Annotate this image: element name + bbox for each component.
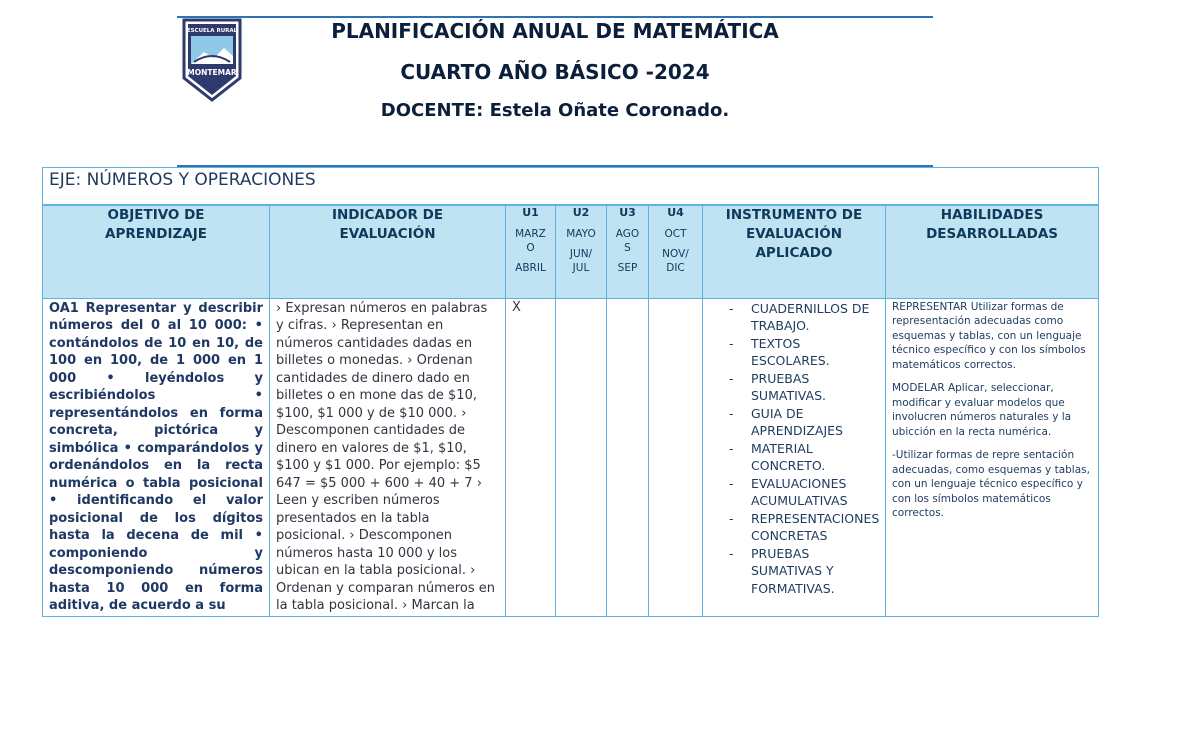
u2-label: U2 [572, 206, 590, 219]
header-objetivo-line1: OBJETIVO DE [107, 207, 205, 223]
axis-title: EJE: NÚMEROS Y OPERACIONES [49, 170, 316, 190]
u4-month-a: OCT [664, 228, 687, 240]
u4-label: U4 [667, 206, 684, 219]
header-instrumento-line3: APLICADO [755, 245, 833, 261]
logo-bottom-text: MONTEMAR [187, 68, 237, 77]
header-indicador [270, 205, 506, 298]
u2-month-b1: JUN/ [569, 248, 593, 260]
list-item: - REPRESENTACIONES CONCRETAS [709, 510, 879, 545]
list-item: - MATERIAL CONCRETO. [709, 440, 879, 475]
u1-label: U1 [522, 206, 539, 219]
u3-mark-cell [607, 298, 649, 616]
u4-mark-cell [649, 298, 703, 616]
page-title: PLANIFICACIÓN ANUAL DE MATEMÁTICA [331, 19, 779, 43]
list-item: - PRUEBAS SUMATIVAS. [709, 370, 879, 405]
header-indicador-line1: INDICADOR DE [331, 207, 444, 223]
header-habilidades [886, 205, 1099, 298]
header-u3 [607, 205, 649, 298]
header-u4 [649, 205, 703, 298]
header-instrumento-line2: EVALUACIÓN [745, 226, 843, 242]
list-item: - EVALUACIONES ACUMULATIVAS [709, 475, 879, 510]
u4-month-b1: NOV/ [662, 248, 689, 260]
teacher-name: DOCENTE: Estela Oñate Coronado. [380, 100, 730, 121]
list-item: - TEXTOS ESCOLARES. [709, 335, 879, 370]
u2-month-b2: JUL [572, 262, 590, 274]
header-instrumento-line1: INSTRUMENTO DE [725, 207, 863, 223]
objetivo-cell: OA1 Representar y describir números del 0 al 10 000: • contándolos de 10 en 10, de 100 en 100, de 1 000 en 1 000 • leyéndolos y escribiéndolos • representándolos en forma concreta, pictórica y simbólica • comparándolos y ordenándolos en la recta numérica o tabla posicional • identificando el valor posicional de los dígitos hasta la decena de mil • componiendo y descomponiendo números hasta 10 000 en forma aditiva, de acuerdo a su [43, 298, 270, 616]
course-title: CUARTO AÑO BÁSICO -2024 [400, 60, 710, 84]
logo-top-text: ESCUELA RURAL [186, 28, 238, 34]
habilidades-cell [886, 298, 1099, 616]
u1-mark-cell: X [506, 298, 556, 616]
u4-month-b2: DIC [666, 262, 685, 274]
list-item: - PRUEBAS SUMATIVAS Y FORMATIVAS. [709, 545, 879, 598]
u1-month-a2: O [526, 242, 535, 254]
u1-month-a1: MARZ [515, 228, 546, 240]
instrumentos-list [709, 300, 879, 598]
u3-month-b: SEP [617, 262, 638, 274]
school-logo [182, 18, 242, 102]
habilidad-utilizar: -Utilizar formas de repre sentación adecuadas, como esquemas y tablas, con un lenguaje técnico específico y con los símbolos matemáticos correctos. [892, 449, 1090, 519]
indicador-cell: › Expresan números en palabras y cifras. › Representan en números cantidades dadas en billetes o monedas. › Ordenan cantidades de dinero dado en billetes o en mone das de $10, $100, $1 000 y de $10 000. › Descomponen cantidades de dinero en valores de $1, $10, $100 y $1 000. Por ejemplo: $5 647 = $5 000 + 600 + 40 + 7 › Leen y escriben números presentados en la tabla posicional. › Descomponen números hasta 10 000 y los ubican en la tabla posicional. › Ordenan y comparan números en la tabla posicional. › Marcan la [270, 298, 506, 616]
list-item: - GUIA DE APRENDIZAJES [709, 405, 879, 440]
header-objetivo-line2: APRENDIZAJE [105, 226, 207, 242]
u3-label: U3 [619, 206, 636, 219]
table-row [43, 298, 1099, 616]
header-row [43, 205, 1099, 298]
u2-month-a: MAYO [566, 228, 596, 240]
header-indicador-line2: EVALUACIÓN [339, 226, 436, 242]
header-u2 [556, 205, 607, 298]
header-u1 [506, 205, 556, 298]
u1-month-b: ABRIL [515, 262, 546, 274]
u3-month-a2: S [624, 242, 631, 254]
header-objetivo [43, 205, 270, 298]
planning-table [42, 167, 1099, 617]
habilidad-representar: REPRESENTAR Utilizar formas de representación adecuadas como esquemas y tablas, con un lenguaje técnico específico y con los símbolos matemáticos correctos. [892, 300, 1086, 371]
habilidad-modelar: MODELAR Aplicar, seleccionar, modificar y evaluar modelos que involucren números naturales y la ubicción en la recta numérica. [892, 382, 1072, 438]
axis-title-cell [43, 168, 1099, 206]
u2-mark-cell [556, 298, 607, 616]
list-item: - CUADERNILLOS DE TRABAJO. [709, 300, 879, 335]
u3-month-a1: AGO [615, 228, 640, 240]
header-habilidades-line2: DESARROLLADAS [926, 226, 1058, 242]
header-habilidades-line1: HABILIDADES [940, 207, 1044, 223]
instrumentos-cell [703, 298, 886, 616]
top-rule [177, 16, 933, 18]
header-instrumento [703, 205, 886, 298]
